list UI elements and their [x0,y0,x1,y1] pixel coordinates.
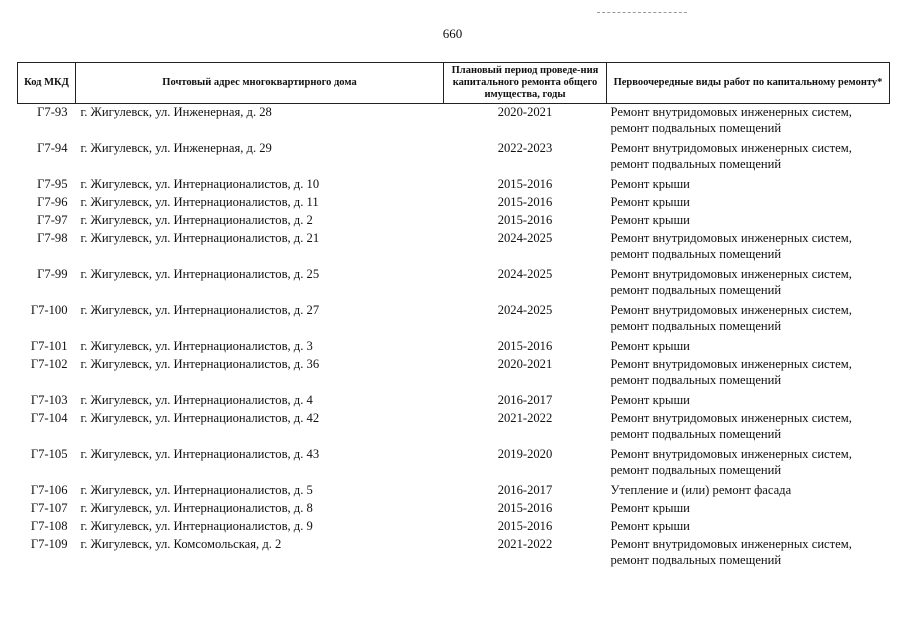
cell-period: 2015-2016 [497,212,553,227]
cell-period: 2015-2016 [497,194,553,209]
table-row [18,194,890,212]
cell-works [607,194,890,212]
table-row [18,518,890,536]
cell-address: г. Жигулевск, ул. Интернационалистов, д. 25 [80,266,320,281]
cell-address: г. Жигулевск, ул. Интернационалистов, д. 4 [80,392,313,407]
works-line-1: Ремонт крыши [610,194,690,209]
cell-address: г. Жигулевск, ул. Интернационалистов, д. 10 [80,176,320,191]
cell-code: Г7-107 [30,500,68,515]
cell-works [607,392,890,410]
table-row [18,176,890,194]
cell-works [607,104,890,140]
works-line-1: Ремонт внутридомовых инженерных систем, [610,410,852,425]
cell-address: г. Жигулевск, ул. Интернационалистов, д. 36 [80,356,320,371]
works-line-1: Ремонт внутридомовых инженерных систем, [610,266,852,281]
works-line-2: ремонт подвальных помещений [610,121,782,135]
cell-period: 2024-2025 [497,302,553,317]
cell-period: 2021-2022 [497,536,553,551]
cell-works [607,482,890,500]
cell-code: Г7-96 [37,194,68,209]
cell-works [607,536,890,572]
cell-period: 2021-2022 [497,410,553,425]
cell-works [607,140,890,176]
capital-repair-table [17,62,890,572]
table-row [18,338,890,356]
cell-period: 2015-2016 [497,176,553,191]
cell-code: Г7-108 [30,518,68,533]
table-row [18,302,890,338]
cell-code: Г7-102 [30,356,68,371]
table-row [18,356,890,392]
cell-address: г. Жигулевск, ул. Интернационалистов, д. 27 [80,302,320,317]
table-row [18,104,890,140]
cell-works [607,230,890,266]
works-line-1: Ремонт крыши [610,338,690,353]
table-row [18,230,890,266]
page-number: 660 [442,26,463,41]
table-row [18,212,890,230]
table-row [18,482,890,500]
works-line-2: ремонт подвальных помещений [610,318,782,333]
cell-works [607,446,890,482]
cell-period: 2015-2016 [497,518,553,533]
header-works: Первоочередные виды работ по капитальному ремонту* [607,63,890,104]
cell-code: Г7-109 [30,536,68,551]
cell-works [607,266,890,302]
cell-address: г. Жигулевск, ул. Интернационалистов, д. 2 [80,212,313,227]
works-line-2: ремонт подвальных помещений [610,156,782,171]
table-row [18,266,890,302]
works-line-2: ремонт подвальных помещений [610,372,782,387]
cell-works [607,338,890,356]
cell-address: г. Жигулевск, ул. Интернационалистов, д. 3 [80,338,313,353]
cell-period: 2019-2020 [497,446,553,461]
cell-address: г. Жигулевск, ул. Интернационалистов, д. 11 [80,194,319,209]
cell-code: Г7-99 [37,266,68,281]
cell-address: г. Жигулевск, ул. Интернационалистов, д. 5 [80,482,313,497]
table-row [18,500,890,518]
cell-period: 2016-2017 [497,482,553,497]
scan-artifact-line [597,12,687,13]
header-address: Почтовый адрес многоквартирного дома [76,63,444,104]
cell-code: Г7-106 [30,482,68,497]
cell-works [607,176,890,194]
works-line-1: Утепление и (или) ремонт фасада [610,482,792,497]
table-row [18,536,890,572]
works-line-2: ремонт подвальных помещений [610,552,782,567]
works-line-1: Ремонт внутридомовых инженерных систем, [610,140,852,155]
works-line-1: Ремонт внутридомовых инженерных систем, [610,356,852,371]
works-line-2: ремонт подвальных помещений [610,426,782,441]
works-line-1: Ремонт крыши [610,500,690,515]
cell-address: г. Жигулевск, ул. Интернационалистов, д. 9 [80,518,313,533]
table-row [18,446,890,482]
cell-code: Г7-94 [37,140,68,155]
cell-code: Г7-104 [30,410,68,425]
cell-period: 2015-2016 [497,500,553,515]
table-row [18,410,890,446]
cell-address: г. Жигулевск, ул. Интернационалистов, д. 8 [80,500,313,515]
works-line-1: Ремонт крыши [610,176,690,191]
table-body [18,104,890,572]
cell-works [607,410,890,446]
works-line-1: Ремонт внутридомовых инженерных систем, [610,302,852,317]
cell-period: 2024-2025 [497,230,553,245]
table-header [18,63,890,104]
works-line-1: Ремонт крыши [610,392,690,407]
cell-address: г. Жигулевск, ул. Инженерная, д. 29 [80,140,272,155]
header-code: Код МКД [18,63,76,104]
cell-address: г. Жигулевск, ул. Инженерная, д. 28 [80,105,272,119]
works-line-1: Ремонт внутридомовых инженерных систем, [610,105,852,119]
works-line-1: Ремонт внутридомовых инженерных систем, [610,446,852,461]
cell-period: 2022-2023 [497,140,553,155]
cell-period: 2015-2016 [497,338,553,353]
cell-works [607,518,890,536]
cell-period: 2016-2017 [497,392,553,407]
cell-address: г. Жигулевск, ул. Интернационалистов, д. 21 [80,230,320,245]
works-line-1: Ремонт крыши [610,518,690,533]
table-row [18,140,890,176]
works-line-2: ремонт подвальных помещений [610,462,782,477]
cell-address: г. Жигулевск, ул. Интернационалистов, д. 43 [80,446,320,461]
cell-period: 2024-2025 [497,266,553,281]
cell-works [607,356,890,392]
works-line-2: ремонт подвальных помещений [610,282,782,297]
works-line-1: Ремонт внутридомовых инженерных систем, [610,230,852,245]
table-row [18,392,890,410]
cell-works [607,500,890,518]
cell-code: Г7-98 [37,230,68,245]
cell-address: г. Жигулевск, ул. Комсомольская, д. 2 [80,536,282,551]
cell-code: Г7-103 [30,392,68,407]
cell-works [607,302,890,338]
works-line-2: ремонт подвальных помещений [610,246,782,261]
works-line-1: Ремонт крыши [610,212,690,227]
cell-period: 2020-2021 [497,356,553,371]
cell-address: г. Жигулевск, ул. Интернационалистов, д. 42 [80,410,320,425]
cell-code: Г7-93 [37,105,68,119]
cell-code: Г7-97 [37,212,68,227]
cell-code: Г7-100 [30,302,68,317]
works-line-1: Ремонт внутридомовых инженерных систем, [610,536,852,551]
cell-code: Г7-95 [37,176,68,191]
header-period: Плановый период проведе-ния капитального ремонта общего имущества, годы [444,63,607,104]
cell-works [607,212,890,230]
cell-code: Г7-105 [30,446,68,461]
cell-code: Г7-101 [30,338,68,353]
cell-period: 2020-2021 [497,105,553,119]
